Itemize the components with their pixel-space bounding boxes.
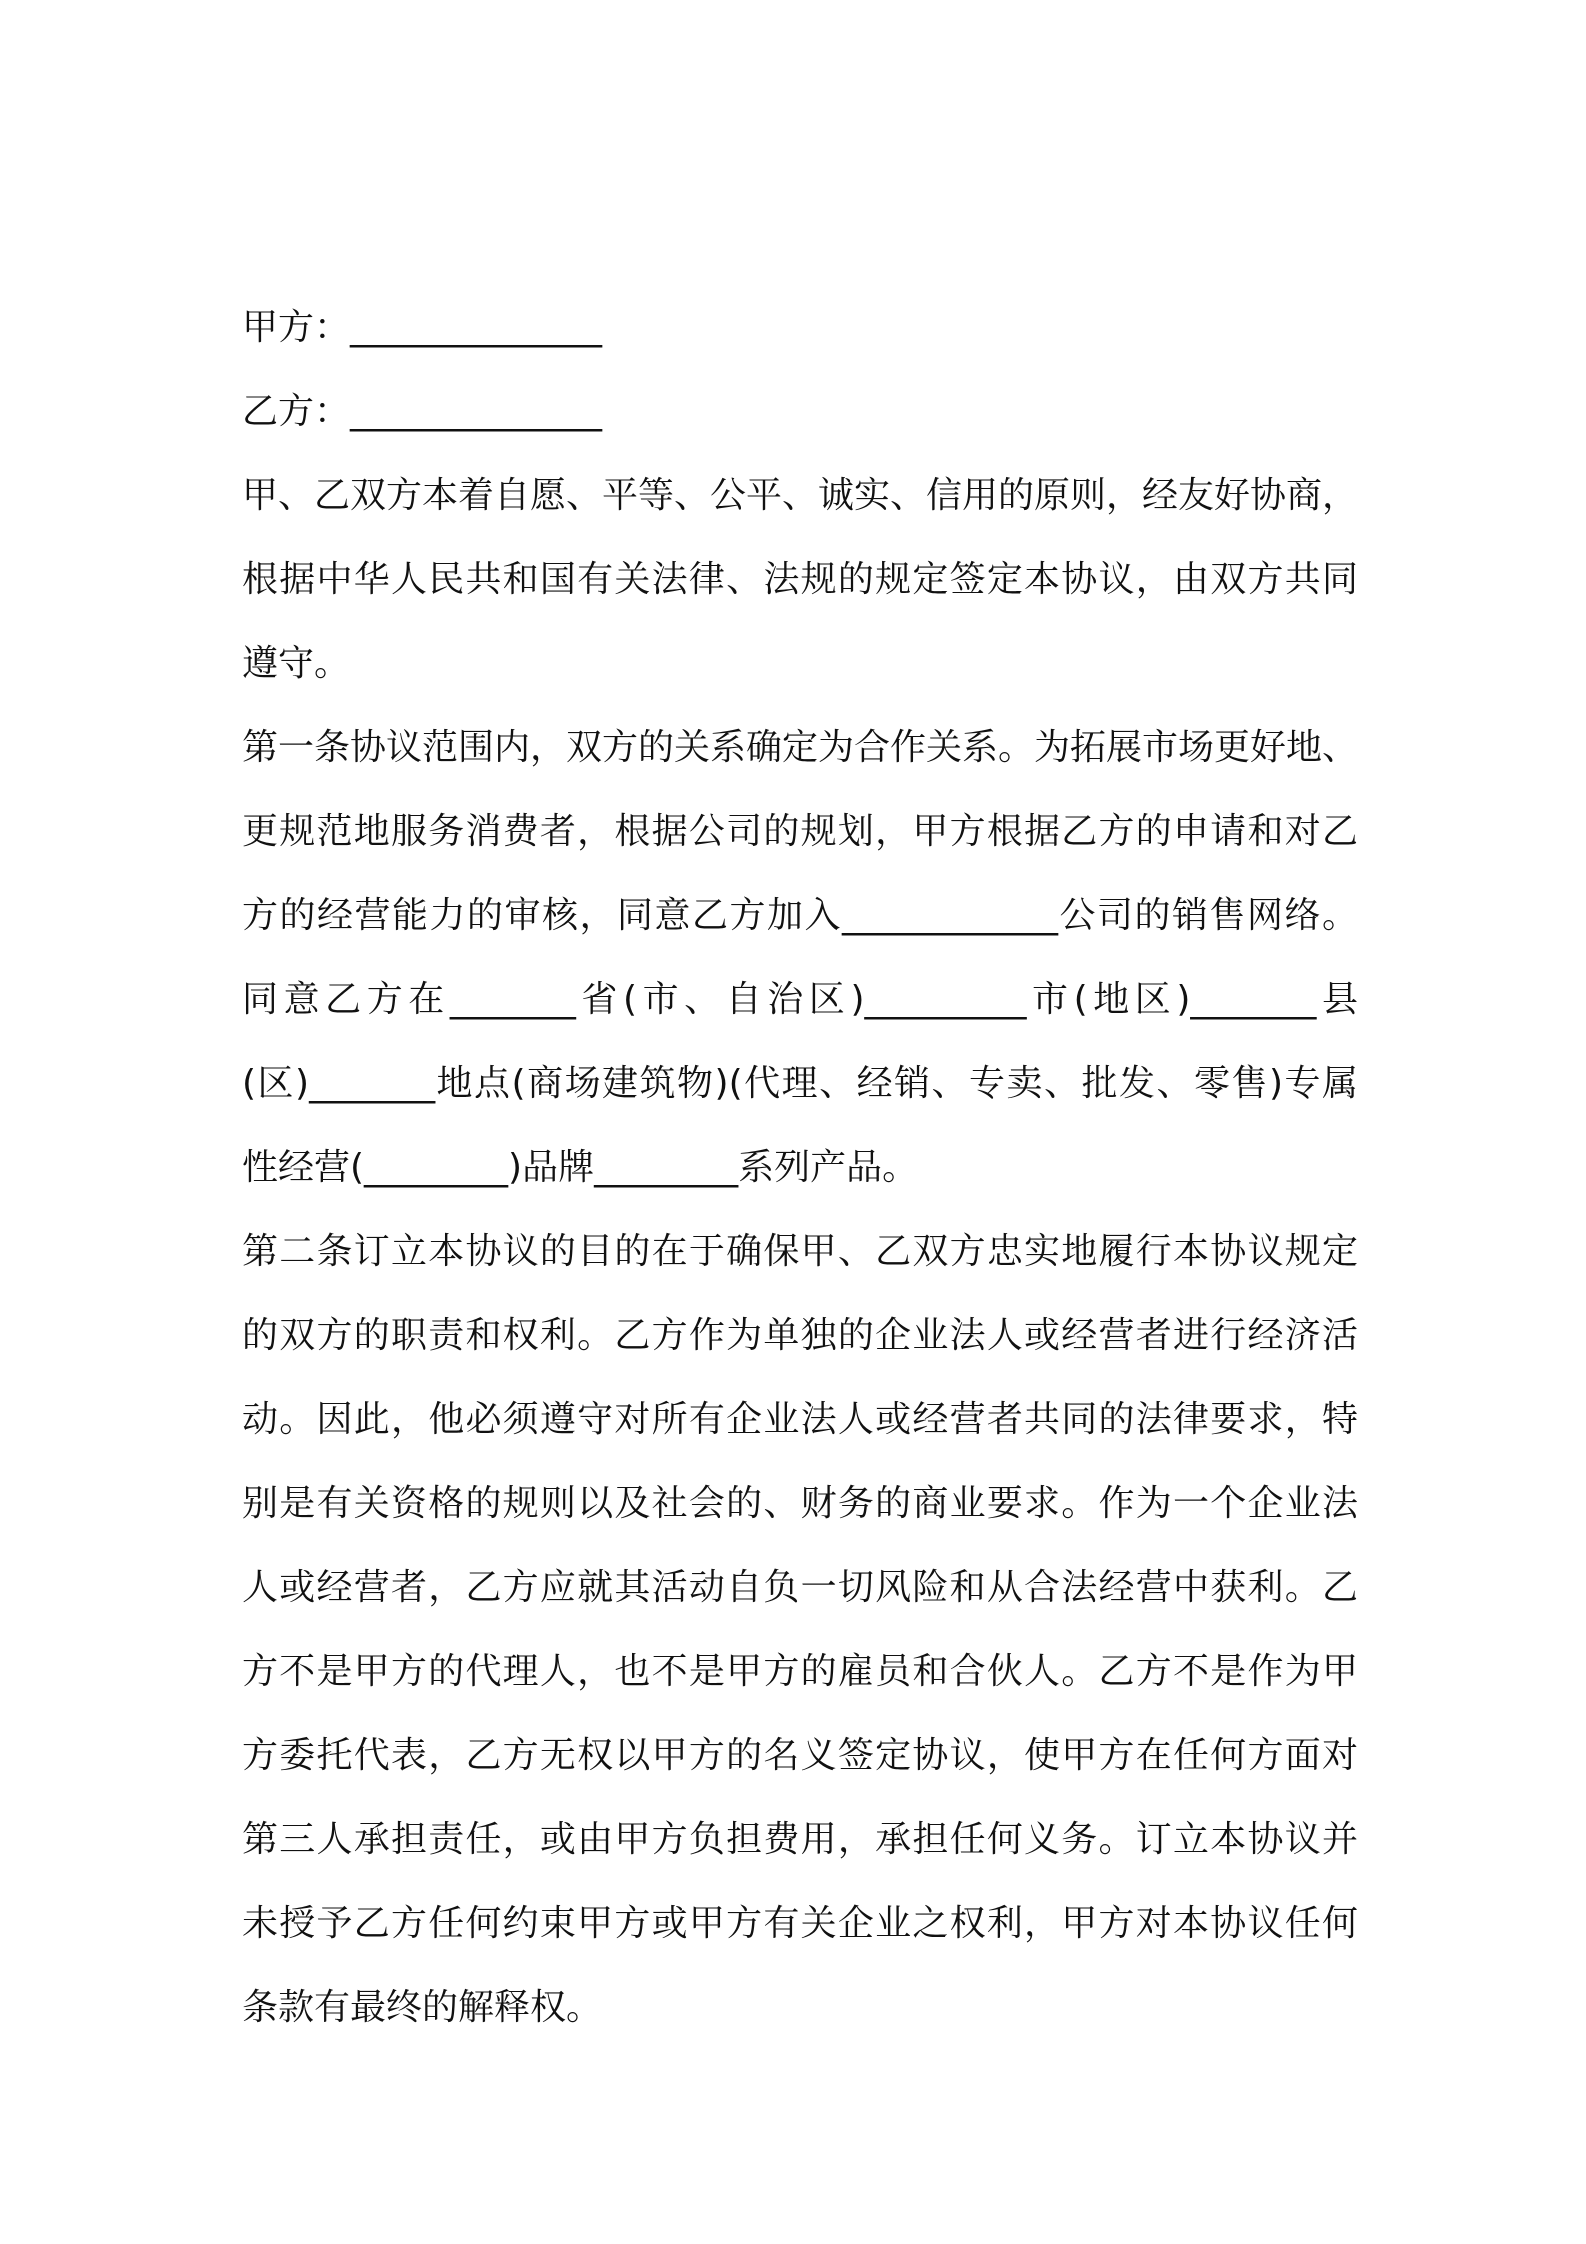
article-1-paragraph <box>242 706 1358 1210</box>
article-1-line: 性经营(________)品牌________系列产品。 <box>242 1147 919 1188</box>
article-2-line: 动。因此，他必须遵守对所有企业法人或经营者共同的法律要求，特 <box>242 1399 1358 1440</box>
article-1-line: (区)_______地点(商场建筑物)(代理、经销、专卖、批发、零售)专属 <box>242 1063 1358 1104</box>
article-2-paragraph <box>242 1210 1358 2050</box>
article-1-line: 方的经营能力的审核，同意乙方加入____________公司的销售网络。 <box>242 895 1358 936</box>
preamble-line: 甲、乙双方本着自愿、平等、公平、诚实、信用的原则，经友好协商， <box>242 475 1358 516</box>
article-2-line: 别是有关资格的规则以及社会的、财务的商业要求。作为一个企业法 <box>242 1483 1358 1524</box>
article-2-line: 方不是甲方的代理人，也不是甲方的雇员和合伙人。乙方不是作为甲 <box>242 1651 1358 1692</box>
article-2-line: 人或经营者，乙方应就其活动自负一切风险和从合法经营中获利。乙 <box>242 1567 1358 1608</box>
article-2-line: 第三人承担责任，或由甲方负担费用，承担任何义务。订立本协议并 <box>242 1819 1358 1860</box>
preamble-line: 根据中华人民共和国有关法律、法规的规定签定本协议，由双方共同 <box>242 559 1358 600</box>
article-2-line: 第二条订立本协议的目的在于确保甲、乙双方忠实地履行本协议规定 <box>242 1231 1358 1272</box>
article-1-line: 第一条协议范围内，双方的关系确定为合作关系。为拓展市场更好地、 <box>242 727 1358 768</box>
article-1-line: 同意乙方在_______省(市、自治区)_________市(地区)_______县 <box>242 979 1358 1020</box>
article-2-line: 的双方的职责和权利。乙方作为单独的企业法人或经营者进行经济活 <box>242 1315 1358 1356</box>
preamble-line: 遵守。 <box>242 643 351 684</box>
party-a-line: 甲方：______________ <box>242 307 603 348</box>
preamble-paragraph <box>242 454 1358 706</box>
article-2-line: 未授予乙方任何约束甲方或甲方有关企业之权利，甲方对本协议任何 <box>242 1903 1358 1944</box>
article-1-line: 更规范地服务消费者，根据公司的规划，甲方根据乙方的申请和对乙 <box>242 811 1358 852</box>
article-2-line: 方委托代表，乙方无权以甲方的名义签定协议，使甲方在任何方面对 <box>242 1735 1358 1776</box>
document-body <box>242 286 1358 2050</box>
article-2-line: 条款有最终的解释权。 <box>242 1987 603 2028</box>
party-b-line: 乙方：______________ <box>242 391 603 432</box>
